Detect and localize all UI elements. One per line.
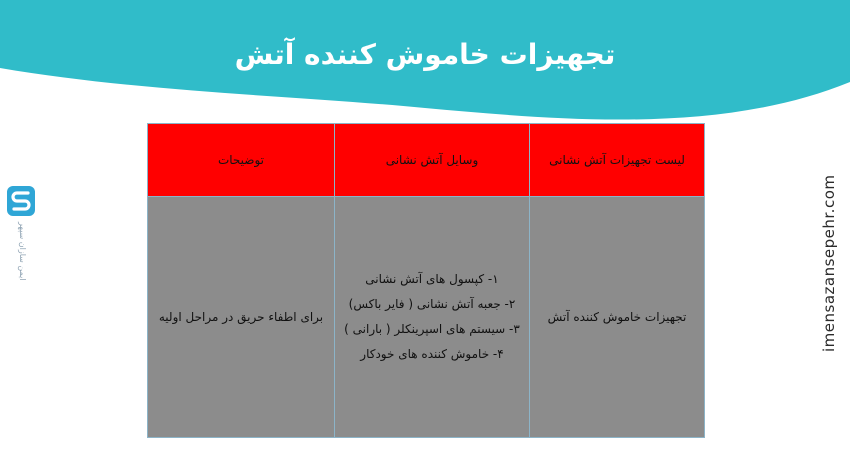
- logo-text: ایمن سازان سپهر: [18, 222, 27, 281]
- site-url: imensazansepehr.com: [820, 174, 838, 352]
- header-fire-tools: وسایل آتش نشانی: [335, 124, 530, 197]
- fire-equipment-table: [147, 123, 705, 438]
- list-item: ۱- کپسول های آتش نشانی: [365, 272, 499, 286]
- list-item: ۳- سیستم های اسپرینکلر ( بارانی ): [344, 322, 520, 336]
- table-header-row: [148, 124, 705, 197]
- list-item: ۲- جعبه آتش نشانی ( فایر باکس): [348, 297, 516, 311]
- cell-tools-list: [335, 197, 530, 438]
- page-title: تجهیزات خاموش کننده آتش: [234, 38, 616, 71]
- table-row: [148, 197, 705, 438]
- cell-equipment-item: تجهیزات خاموش کننده آتش: [530, 197, 705, 438]
- tools-list: [341, 267, 523, 367]
- header-description: توضیحات: [148, 124, 335, 197]
- brand-logo: [4, 186, 38, 281]
- logo-s-icon: [7, 186, 35, 216]
- header-equipment-list: لیست تجهیزات آتش نشانی: [530, 124, 705, 197]
- list-item: ۴- خاموش کننده های خودکار: [360, 347, 504, 361]
- cell-description: برای اطفاء حریق در مراحل اولیه: [148, 197, 335, 438]
